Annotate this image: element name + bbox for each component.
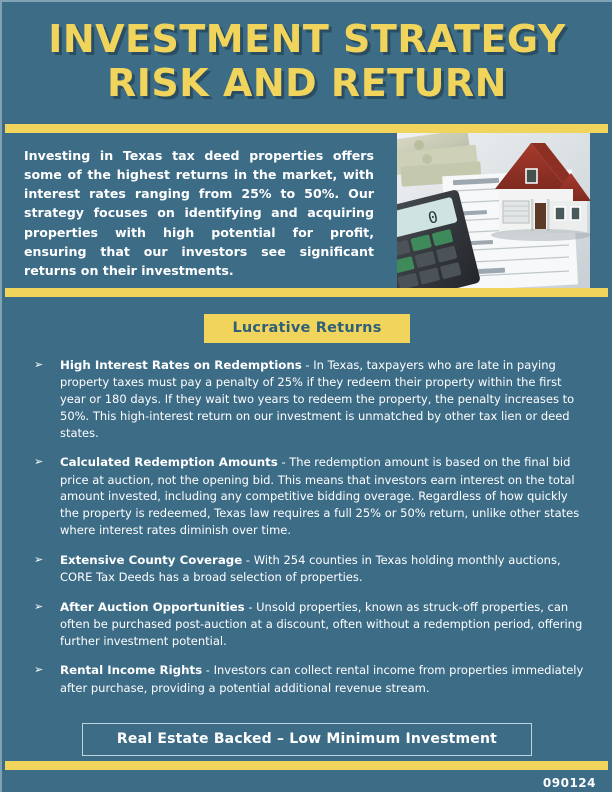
- footer-banner-row: [2, 709, 612, 756]
- house-photo-illustration: [397, 133, 590, 288]
- list-item-title: Calculated Redemption Amounts: [60, 455, 278, 470]
- benefits-list: [2, 347, 612, 696]
- list-item: [34, 552, 588, 586]
- list-item-title: Rental Income Rights: [60, 663, 203, 678]
- list-item-title: Extensive County Coverage: [60, 552, 243, 567]
- arrow-bullet-icon: ➢: [34, 599, 44, 613]
- intro-section: [2, 133, 612, 288]
- arrow-bullet-icon: ➢: [34, 663, 44, 677]
- page-header: [2, 2, 612, 112]
- list-item-body: - Unsold properties, known as struck-off properties, can often be purchased post-auction at a discount, often without a redemption period, offering further investment potential.: [60, 599, 583, 648]
- house-calculator-photo: [397, 133, 590, 288]
- arrow-bullet-icon: ➢: [34, 358, 44, 371]
- document-code: 090124: [542, 776, 596, 790]
- section-badge-row: [2, 297, 612, 347]
- arrow-bullet-icon: ➢: [34, 455, 44, 469]
- divider-rule-top: [5, 124, 608, 133]
- list-item: [34, 662, 588, 696]
- list-item-body: - In Texas, taxpayers who are late in paying property taxes must pay a penalty of 25% if they redeem their property within the first year or 180 days. If they wait two years to redeem the property, the penalty increases to 50%. This high-interest return on our investment is unmatched by other tax lien or deed states.: [60, 358, 575, 440]
- divider-rule-bottom: [5, 761, 608, 770]
- arrow-bullet-icon: ➢: [34, 552, 44, 566]
- lucrative-returns-badge: Lucrative Returns: [204, 314, 409, 343]
- real-estate-backed-banner: Real Estate Backed – Low Minimum Investment: [82, 723, 532, 756]
- divider-rule-middle: [5, 288, 608, 297]
- list-item-title: After Auction Opportunities: [60, 599, 245, 614]
- list-item-body: - Investors can collect rental income from properties immediately after purchase, providing a potential additional revenue stream.: [60, 663, 584, 695]
- list-item: [34, 357, 588, 441]
- page-title-line-2: RISK AND RETURN: [107, 61, 507, 105]
- list-item-body: - With 254 counties in Texas holding monthly auctions, CORE Tax Deeds has a broad selection of properties.: [60, 552, 561, 584]
- list-item: [34, 599, 588, 650]
- list-item-title: High Interest Rates on Redemptions: [60, 358, 302, 372]
- svg-text:0: 0: [426, 206, 440, 228]
- list-item-body: - The redemption amount is based on the final bid price at auction, not the opening bid. This means that investors earn interest on the total amount invested, including any competitive bidding overage. Regardless of how quickly the property is redeemed, Texas law requires a full 25% or 50% return, unlike other states where interest rates diminish over time.: [60, 455, 580, 537]
- page-title-line-1: INVESTMENT STRATEGY: [48, 17, 566, 61]
- intro-paragraph: Investing in Texas tax deed properties offers some of the highest returns in the market, with interest rates ranging from 25% to 50%. Our strategy focuses on identifying and acquiring properties with high potential for profit, ensuring that our investors see significant returns on their investments.: [24, 148, 374, 278]
- list-item: [34, 454, 588, 538]
